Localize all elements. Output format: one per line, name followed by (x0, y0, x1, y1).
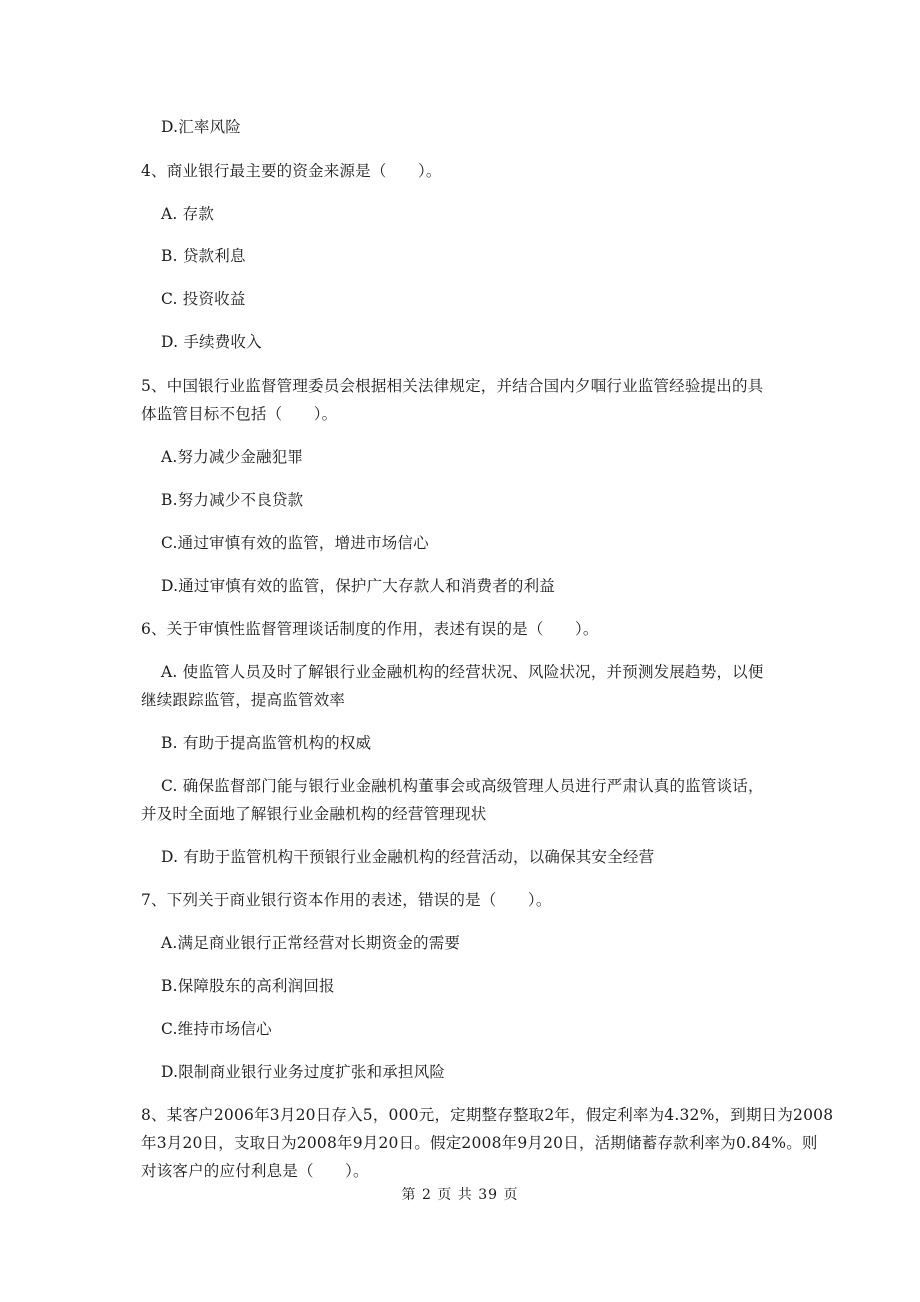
q7-option-a: A.满足商业银行正常经营对长期资金的需要 (161, 934, 461, 952)
q3-option-d: D.汇率风险 (161, 118, 242, 136)
question-8-line-1: 8、某客户2006年3月20日存入5，000元，定期整存整取2年，假定利率为4.32%，到期日为2008 (141, 1106, 834, 1124)
q5-option-d: D.通过审慎有效的监管，保护广大存款人和消费者的利益 (161, 577, 556, 595)
q6-option-b: B. 有助于提高监管机构的权威 (161, 734, 372, 752)
q5-option-c: C.通过审慎有效的监管，增进市场信心 (161, 534, 429, 552)
q7-option-b: B.保障股东的高利润回报 (161, 977, 335, 995)
q5-option-b: B.努力减少不良贷款 (161, 491, 304, 509)
q4-option-b: B. 贷款利息 (161, 247, 246, 265)
question-8-line-2: 年3月20日，支取日为2008年9月20日。假定2008年9月20日，活期储蓄存款利率为0.84%。则 (141, 1134, 818, 1152)
q4-option-a: A. 存款 (161, 205, 215, 223)
question-6: 6、关于审慎性监督管理谈话制度的作用，表述有误的是（ ）。 (141, 620, 599, 638)
q5-option-a: A.努力减少金融犯罪 (161, 448, 304, 466)
q7-option-c: C.维持市场信心 (161, 1020, 272, 1038)
q4-option-c: C. 投资收益 (161, 290, 246, 308)
q7-option-d: D.限制商业银行业务过度扩张和承担风险 (161, 1063, 446, 1081)
question-5-line-2: 体监管目标不包括（ ）。 (141, 405, 338, 423)
question-5-line-1: 5、中国银行业监督管理委员会根据相关法律规定，并结合国内夕啯行业监管经验提出的具 (141, 377, 764, 395)
q6-option-c-line-2: 并及时全面地了解银行业金融机构的经营管理现状 (141, 805, 487, 823)
q4-option-d: D. 手续费收入 (161, 333, 262, 351)
q6-option-c-line-1: C. 确保监督部门能与银行业金融机构董事会或高级管理人员进行严肃认真的监管谈话， (161, 777, 764, 795)
question-8-line-3: 对该客户的应付利息是（ ）。 (141, 1162, 369, 1180)
q6-option-d: D. 有助于监管机构干预银行业金融机构的经营活动，以确保其安全经营 (161, 848, 655, 866)
question-7: 7、下列关于商业银行资本作用的表述，错误的是（ ）。 (141, 891, 552, 909)
q6-option-a-line-2: 继续跟踪监管，提高监管效率 (141, 691, 346, 709)
page-footer: 第 2 页 共 39 页 (401, 1187, 519, 1203)
question-4: 4、商业银行最主要的资金来源是（ ）。 (141, 162, 442, 180)
q6-option-a-line-1: A. 使监管人员及时了解银行业金融机构的经营状况、风险状况，并预测发展趋势，以便 (161, 663, 764, 681)
